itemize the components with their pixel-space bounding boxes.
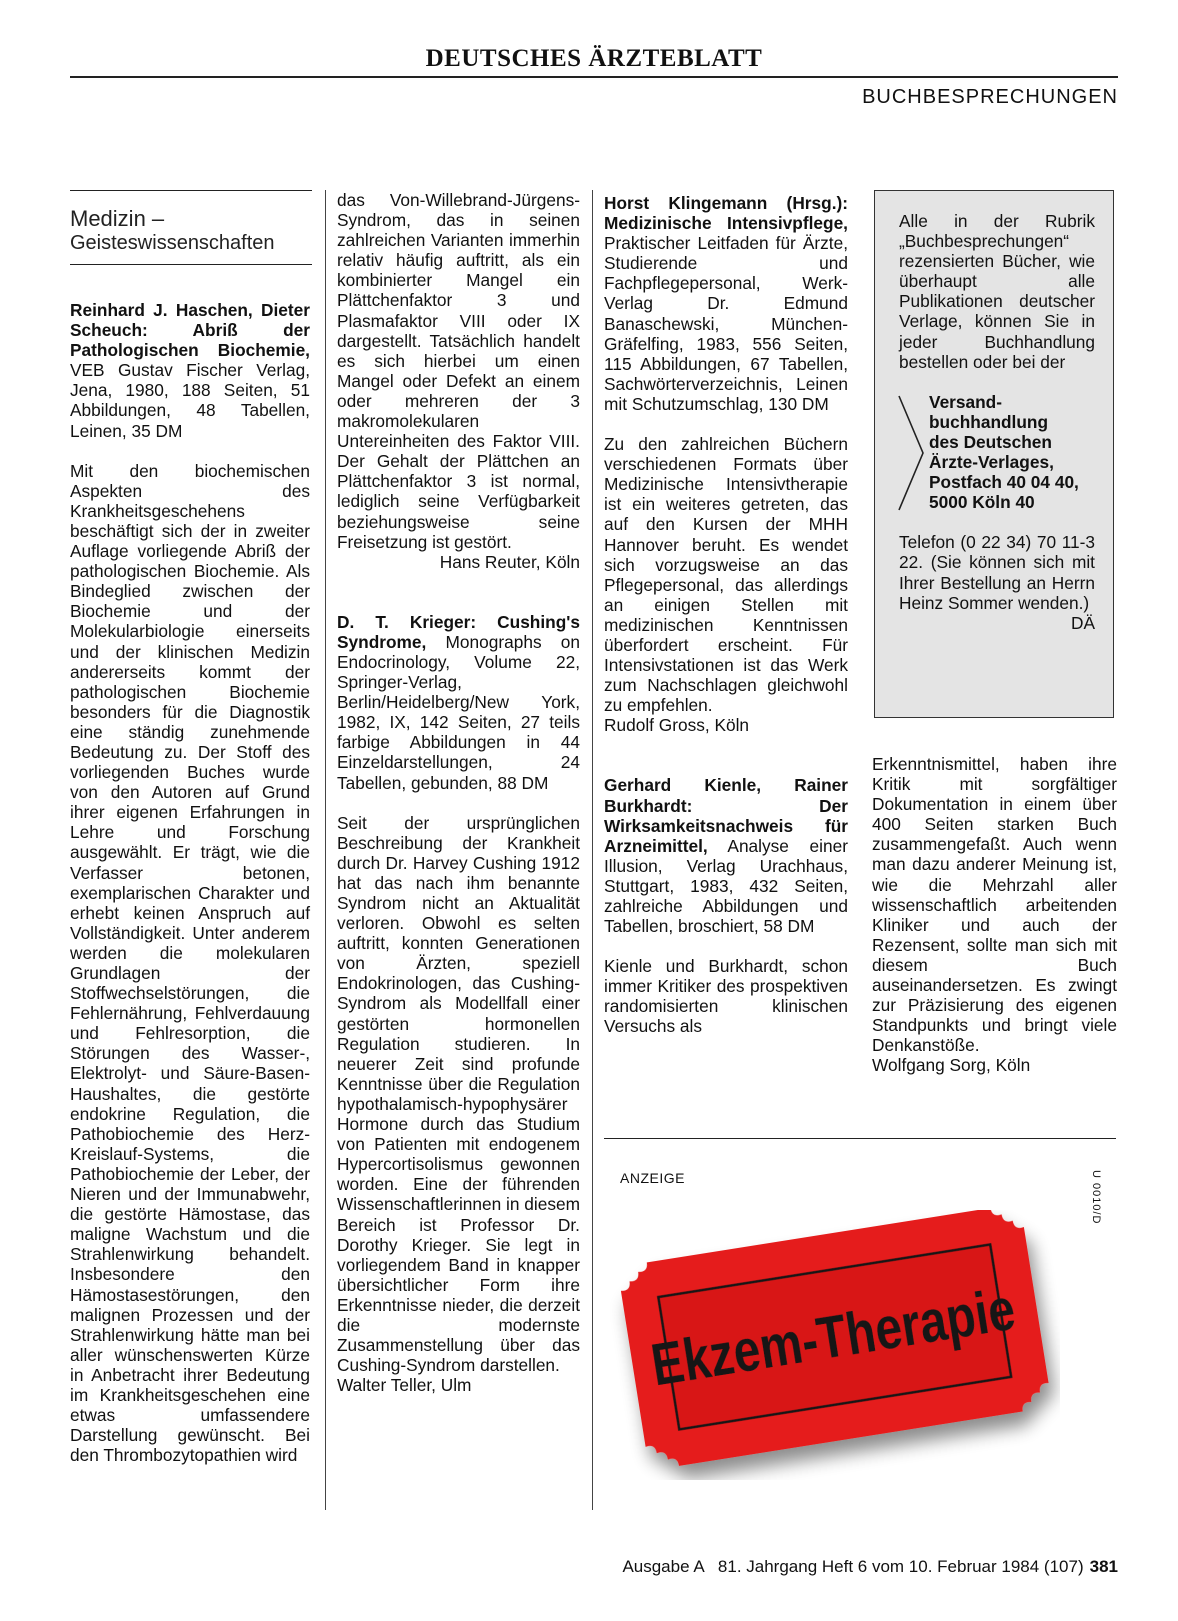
review-4-header [604, 775, 848, 936]
review-4-body: Kienle und Burkhardt, schon immer Kritiker des prospektiven randomisierten klinischen Versuchs als [604, 956, 848, 1037]
review-4-citation: Analyse einer Illusion, Verlag Urachhaus, Stuttgart, 1983, 432 Seiten, zahlreiche Abbildungen und Tabellen, broschiert, 58 DM [604, 835, 848, 937]
infobox-tag: DÄ [1070, 612, 1095, 633]
address-line-3: des Deutschen [929, 431, 1052, 452]
review-1-header [70, 300, 310, 441]
column-rule-2 [592, 190, 593, 1510]
ad-ekzem-therapie [610, 1210, 1060, 1480]
address-line-4: Ärzte-Verlages, [929, 452, 1054, 473]
section-title: BUCHBESPRECHUNGEN [862, 86, 1118, 108]
review-3-header [604, 193, 848, 414]
issue-info: Ausgabe A 81. Jahrgang Heft 6 vom 10. Februar 1984 (107) [622, 1557, 1084, 1576]
infobox-phone-text: Telefon (0 22 34) 70 11-3 22. (Sie können sich mit Ihrer Bestellung an Herrn Heinz Sommer wenden.) [899, 532, 1095, 613]
ad-text: Ekzem-Therapie [646, 1276, 1020, 1399]
column-1 [70, 300, 310, 1465]
infobox-address [899, 392, 1095, 513]
chevron-bracket-icon [897, 394, 927, 512]
review-1-body: Mit den biochemischen Aspekten des Krankheitsgeschehens beschäftigt sich der in zweiter Auflage vorliegende Abriß der pathologischen Biochemie. Als Bindeglied zwischen der Biochemie und der Molekularbiologie einerseits und der klinischen Medizin andererseits kommt der pathologischen Biochemie besonders für die Diagnostik eine ständig zunehmende Bedeutung zu. Der Stoff des vorliegenden Buches wurde von den Autoren auf Grund ihrer eigenen Erfahrungen in Lehre und Forschung ausgewählt. Er trägt, wie die Verfasser betonen, exemplarischen Charakter und erhebt keinen Anspruch auf Vollständigkeit. Unter anderem werden die molekularen Grundlagen der Stoffwechselstörungen, die Fehlernährung, Fehlverdauung und Fehlresorption, die Störungen des Wasser-, Elektrolyt- und Säure-Basen-Haushaltes, die gestörte endokrine Regulation, die Pathobiochemie des Herz-Kreislauf-Systems, die Pathobiochemie der Leber, der Nieren und der Immunabwehr, die gestörte Hämostase, das maligne Wachstum und die Strahlenwirkung behandelt. Insbesondere den Hämostasestörungen, den malignen Prozessen und der Strahlenwirkung hätte man bei aller wünschenswerten Kürze in Anbetracht ihrer Bedeutung im Krankheitsgeschehen eine etwas umfassendere Darstellung gewünscht. Bei den Thrombozytopathien wird [70, 460, 310, 1466]
review-4-continuation: Erkenntnismittel, haben ihre Kritik mit sorgfältiger Dokumentation in einem über 400 Seiten starken Buch zusammengefaßt. Auch wenn man dazu anderer Meinung ist, wie die Mehrzahl aller wissenschaftlich arbeitenden Kliniker und auch der Rezensent, sollte man sich mit diesem Buch auseinandersetzen. Es zwingt zur Präzisierung des eigenen Standpunkts und bringt viele Denkanstöße. [872, 754, 1117, 1056]
ordering-info-box [874, 190, 1114, 718]
review-3-signature: Rudolf Gross, Köln [604, 715, 750, 736]
address-line-5: Postfach 40 04 40, [929, 472, 1079, 493]
review-1-continuation: das Von-Willebrand-Jürgens-Syndrom, das in seinen zahlreichen Varianten immerhin relativ häufig auftritt, als ein kombinierter Mangel ein Plättchenfaktor 3 und Plasmafaktor VIII oder IX dargestellt. Tatsächlich handelt es sich hierbei um einen Mangel oder Defekt an einem oder mehreren der 3 makromolekularen Untereinheiten des Faktor VIII. Der Gehalt der Plättchen an Plättchenfaktor 3 ist normal, lediglich seine Verfügbarkeit beziehungsweise seine Freisetzung ist gestört. [337, 190, 580, 552]
category-line-2: Geisteswissenschaften [70, 232, 275, 254]
masthead-rule [70, 76, 1118, 78]
category-title [70, 207, 312, 255]
page-footer [622, 1557, 1118, 1577]
review-2-signature: Walter Teller, Ulm [337, 1375, 472, 1396]
review-3-citation: Praktischer Leitfaden für Ärzte, Studierende und Fachpflegepersonal, Werk-Verlag Dr. Edmund Banaschewski, München-Gräfelfing, 1983, 556 Seiten, 115 Abbildungen, 67 Tabellen, Sachwörterverzeichnis, Leinen mit Schutzumschlag, 130 DM [604, 233, 848, 414]
review-1-heading: Reinhard J. Haschen, Dieter Scheuch: Abriß der Pathologischen Biochemie, [70, 300, 310, 361]
masthead: DEUTSCHES ÄRZTEBLATT [425, 45, 763, 72]
category-rule-top [70, 190, 312, 191]
page-number: 381 [1089, 1557, 1118, 1576]
column-4 [872, 754, 1117, 1076]
review-2-body: Seit der ursprünglichen Beschreibung der Krankheit durch Dr. Harvey Cushing 1912 hat das nach ihm benannte Syndrom nicht an Aktualität verloren. Obwohl es selten auftritt, konnten Generationen von Ärzten, speziell Endokrinologen, das Cushing-Syndrom als Modellfall einer gestörten hormonellen Regulation studieren. In neuerer Zeit sind profunde Kenntnisse über die Regulation hypothalamisch-hypophysärer Hormone durch das Studium von Patienten mit endogenem Hypercortisolismus gewonnen worden. Eine der führenden Wissenschaftlerinnen in diesem Bereich ist Professor Dr. Dorothy Krieger. Sie legt in vorliegendem Band in knapper übersichtlicher Form ihre Erkenntnisse nieder, die derzeit die modernste Zusammenstellung über das Cushing-Syndrom darstellen. [337, 812, 581, 1376]
column-2 [337, 190, 580, 1395]
review-1-citation: VEB Gustav Fischer Verlag, Jena, 1980, 188 Seiten, 51 Abbildungen, 48 Tabellen, Leinen, 35 DM [70, 360, 310, 441]
review-4-signature: Wolfgang Sorg, Köln [872, 1055, 1031, 1076]
category-rule-bottom [70, 264, 312, 265]
ad-rule [604, 1138, 1116, 1139]
review-3-body: Zu den zahlreichen Büchern verschiedenen Formats über Medizinische Intensivtherapie ist ein weiteres getreten, das auf den Kursen der MHH Hannover beruht. Es wendet sich vorzugsweise an das Pflegepersonal, das allerdings an einigen Stellen mit medizinischen Kenntnissen überfordert erscheint. Für Intensivstationen ist das Werk zum Nachschlagen gleichwohl zu empfehlen. [604, 434, 848, 716]
address-line-6: 5000 Köln 40 [929, 492, 1035, 513]
ad-code: U 0010/D [1090, 1170, 1102, 1225]
review-2-header [337, 612, 580, 793]
infobox-phone [899, 532, 1095, 633]
infobox-intro: Alle in der Rubrik „Buchbesprechungen“ rezensierten Bücher, wie überhaupt alle Publikationen deutscher Verlage, können Sie in jeder Buchhandlung bestellen oder bei der [899, 211, 1095, 372]
column-rule-1 [325, 190, 326, 1510]
review-1-signature: Hans Reuter, Köln [439, 551, 580, 572]
category-line-1: Medizin – [70, 206, 165, 231]
review-2-citation: Monographs on Endocrinology, Volume 22, Springer-Verlag, Berlin/Heidelberg/New York, 1982, IX, 142 Seiten, 27 teils farbige Abbildungen in 44 Einzeldarstellungen, 24 Tabellen, gebunden, 88 DM [337, 631, 580, 793]
review-3-heading: Horst Klingemann (Hrsg.): Medizinische Intensivpflege, [604, 193, 848, 234]
review-4-heading: Gerhard Kienle, Rainer Burkhardt: Der Wirksamkeitsnachweis für Arzneimittel, [604, 775, 848, 856]
address-line-1: Versand- [929, 391, 1002, 412]
column-3 [604, 193, 848, 1037]
ad-label: ANZEIGE [620, 1170, 685, 1186]
review-2-heading: D. T. Krieger: Cushing's Syndrome, [337, 611, 580, 652]
address-line-2: buchhandlung [929, 411, 1049, 432]
